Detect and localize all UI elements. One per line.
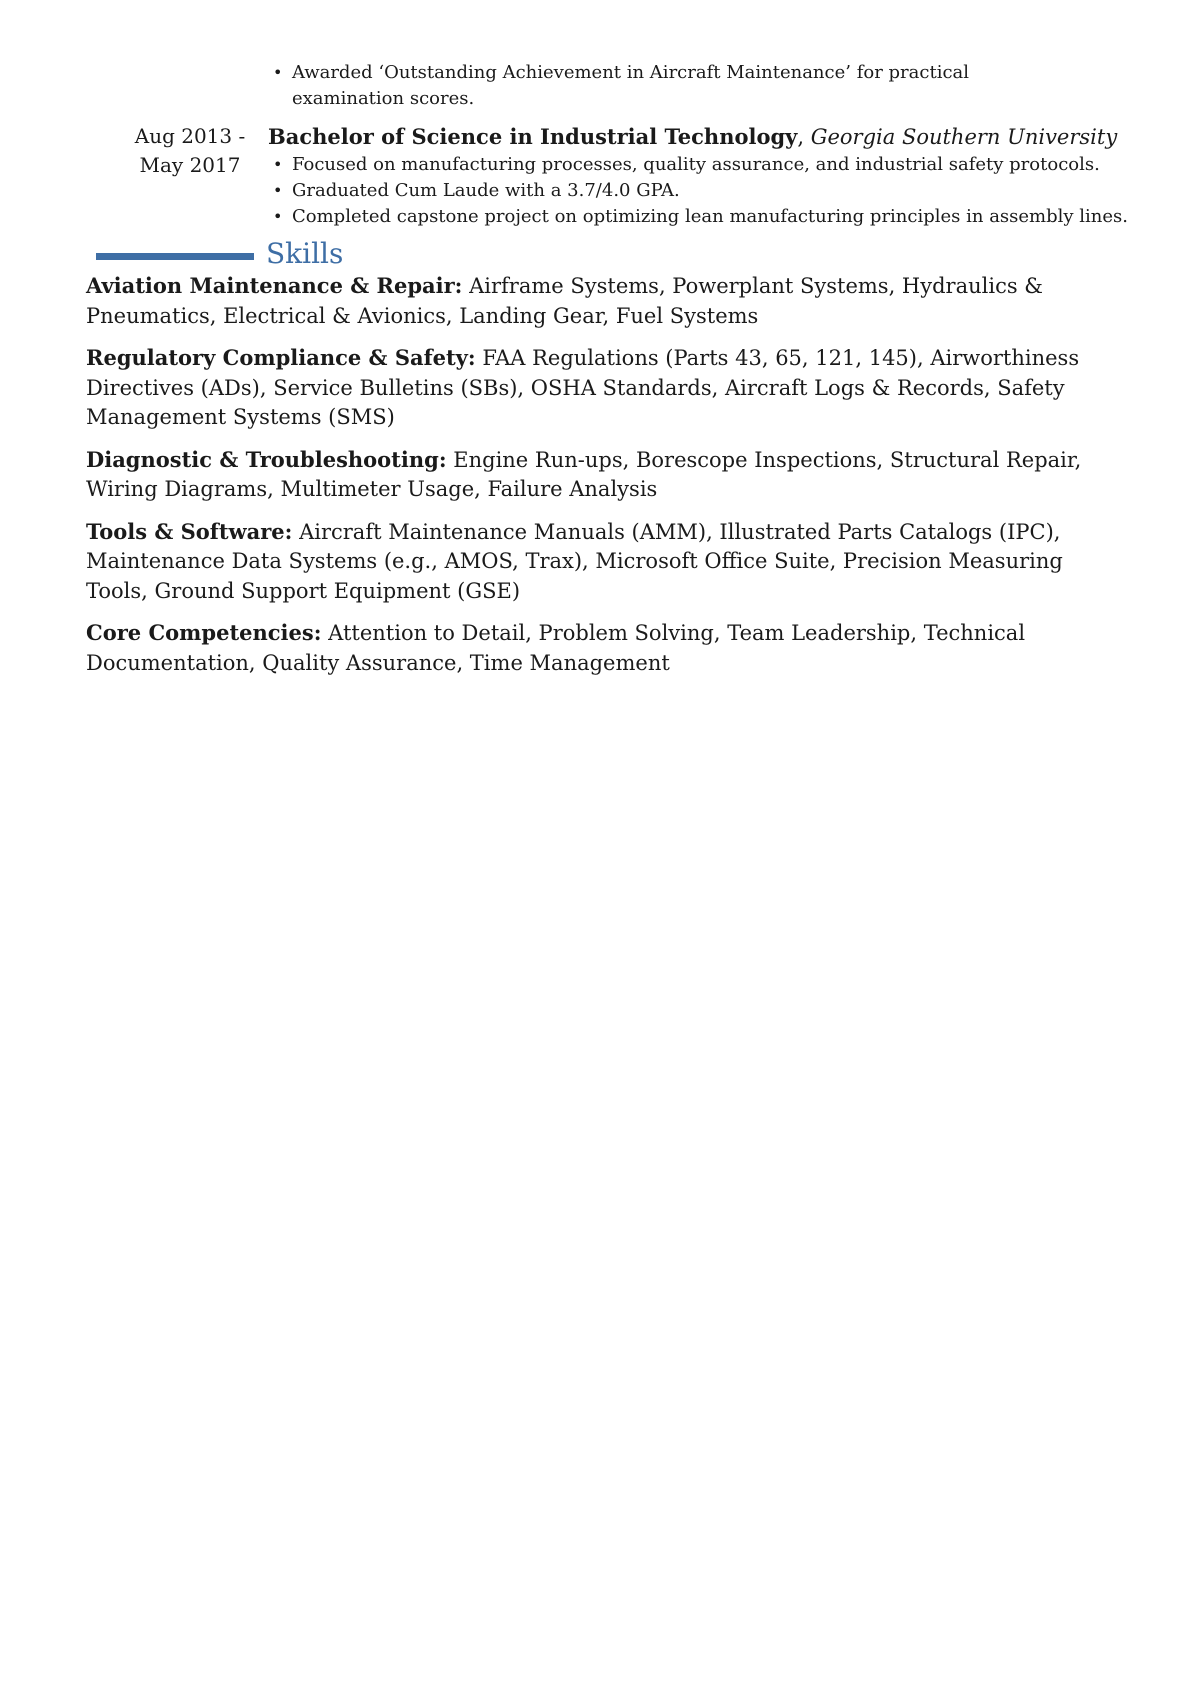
education-heading (268, 122, 1128, 152)
skill-group-tools-software (86, 517, 1106, 607)
education-bullet-list (268, 152, 1128, 230)
section-accent-bar (96, 253, 254, 260)
skills-list (86, 271, 1106, 690)
education-continued (268, 60, 1068, 112)
heading-separator: , (797, 125, 811, 149)
skill-items: Engine Run-ups, Borescope Inspections, Structural Repair, Wiring Diagrams, Multimeter Usage, Failure Analysis (86, 447, 1082, 501)
education-bullet: • Graduated Cum Laude with a 3.7/4.0 GPA. (268, 178, 1128, 204)
skill-category: Regulatory Compliance & Safety: (86, 345, 476, 370)
education-bullet: • Awarded ‘Outstanding Achievement in Aircraft Maintenance’ for practical examination scores. (268, 60, 1068, 112)
skill-group-core-competencies (86, 618, 1106, 678)
education-dates (130, 122, 250, 180)
skill-group-aviation-maintenance (86, 271, 1106, 331)
education-bullet: • Completed capstone project on optimizing lean manufacturing principles in assembly lines. (268, 204, 1128, 230)
section-title: Skills (266, 237, 344, 270)
skill-items: FAA Regulations (Parts 43, 65, 121, 145), Airworthiness Directives (ADs), Service Bulletins (SBs), OSHA Standards, Aircraft Logs & Records, Safety Management Systems (SMS) (86, 346, 1080, 429)
skill-items: Attention to Detail, Problem Solving, Team Leadership, Technical Documentation, Quality Assurance, Time Management (86, 621, 1026, 675)
school-name: Georgia Southern University (810, 125, 1118, 149)
skill-items: Airframe Systems, Powerplant Systems, Hydraulics & Pneumatics, Electrical & Avionics, Landing Gear, Fuel Systems (86, 274, 1043, 328)
education-date-start: Aug 2013 - (134, 124, 246, 148)
skill-group-diagnostics (86, 445, 1106, 505)
education-bullet: • Focused on manufacturing processes, quality assurance, and industrial safety protocols. (268, 152, 1128, 178)
degree-title: Bachelor of Science in Industrial Technology (268, 124, 798, 149)
education-details (268, 122, 1128, 230)
skill-items: Aircraft Maintenance Manuals (AMM), Illustrated Parts Catalogs (IPC), Maintenance Data Systems (e.g., AMOS, Trax), Microsoft Office Suite, Precision Measuring Tools, Ground Support Equipment (GSE) (86, 519, 1063, 603)
skill-category: Tools & Software: (86, 518, 293, 544)
skill-category: Core Competencies: (86, 620, 322, 645)
skill-category: Aviation Maintenance & Repair: (86, 273, 463, 298)
skill-group-regulatory-compliance (86, 343, 1106, 433)
skill-category: Diagnostic & Troubleshooting: (86, 446, 447, 472)
education-date-end: May 2017 (139, 153, 241, 177)
education-bullet-list (268, 60, 1068, 112)
